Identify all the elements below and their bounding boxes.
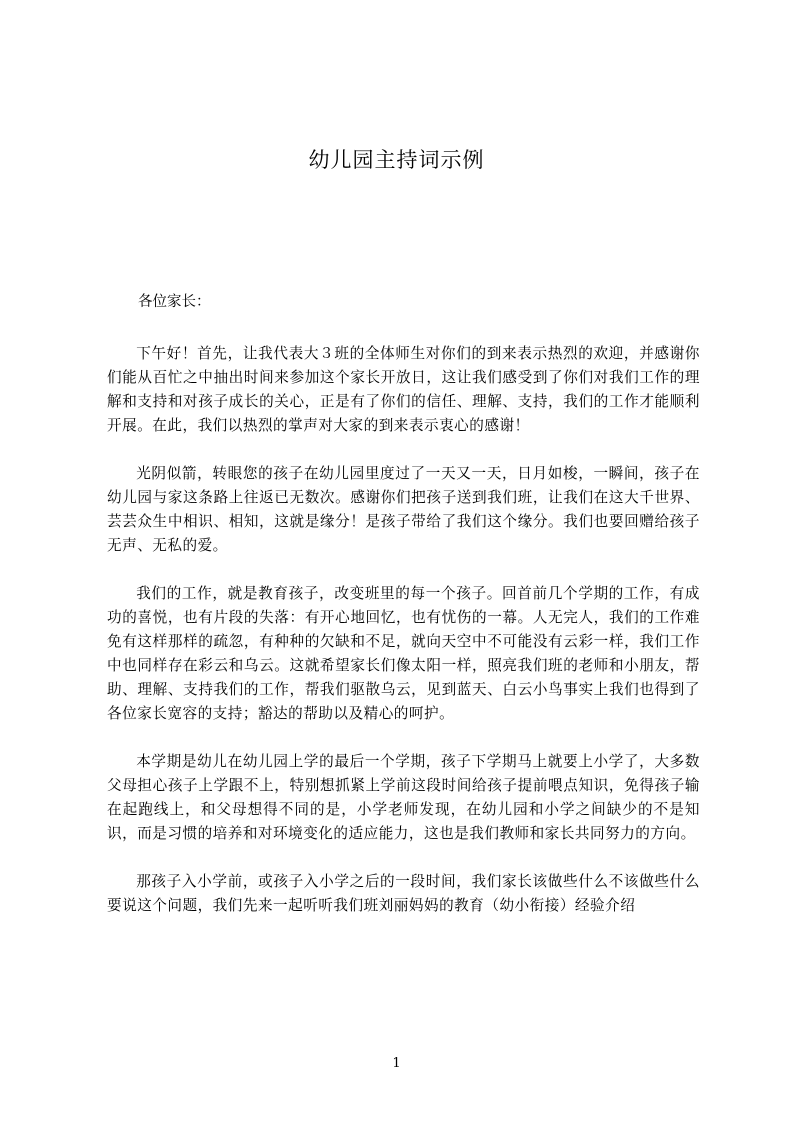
document-body [107, 342, 700, 918]
paragraph-work: 我们的工作，就是教育孩子，改变班里的每一个孩子。回首前几个学期的工作，有成功的喜悦，也有片段的失落：有开心地回忆，也有忧伤的一幕。人无完人，我们的工作难免有这样那样的疏忽，有种种的欠缺和不足，就向天空中不可能没有云彩一样，我们工作中也同样存在彩云和乌云。这就希望家长们像太阳一样，照亮我们班的老师和小朋友，帮助、理解、支持我们的工作，帮我们驱散乌云，见到蓝天、白云小鸟事实上我们也得到了各位家长宽容的支持；豁达的帮助以及精心的呵护。 [107, 585, 700, 722]
paragraph-welcome: 下午好！首先，让我代表大３班的全体师生对你们的到来表示热烈的欢迎，并感谢你们能从百忙之中抽出时间来参加这个家长开放日，这让我们感受到了你们对我们工作的理解和支持和对孩子成长的关心，正是有了你们的信任、理解、支持，我们的工作才能顺利开展。在此，我们以热烈的掌声对大家的到来表示衷心的感谢！ [107, 345, 700, 434]
paragraph-time: 光阴似箭，转眼您的孩子在幼儿园里度过了一天又一天，日月如梭，一瞬间，孩子在幼儿园与家这条路上往返已无数次。感谢你们把孩子送到我们班，让我们在这大千世界、芸芸众生中相识、相知，这就是缘分！是孩子带给了我们这个缘分。我们也要回赠给孩子无声、无私的爱。 [107, 465, 700, 554]
salutation: 各位家长： [138, 294, 211, 310]
paragraph-transition: 那孩子入小学前，或孩子入小学之后的一段时间，我们家长该做些什么不该做些什么要说这个问题，我们先来一起听听我们班刘丽妈妈的教育（幼小衔接）经验介绍 [107, 873, 700, 914]
page-number: 1 [392, 1056, 401, 1071]
paragraph-semester: 本学期是幼儿在幼儿园上学的最后一个学期，孩子下学期马上就要上小学了，大多数父母担心孩子上学跟不上，特别想抓紧上学前这段时间给孩子提前喂点知识，免得孩子输在起跑线上，和父母想得不同的是，小学老师发现，在幼儿园和小学之间缺少的不是知识，而是习惯的培养和对环境变化的适应能力，这也是我们教师和家长共同努力的方向。 [107, 753, 700, 842]
document-title: 幼儿园主持词示例 [308, 148, 485, 172]
